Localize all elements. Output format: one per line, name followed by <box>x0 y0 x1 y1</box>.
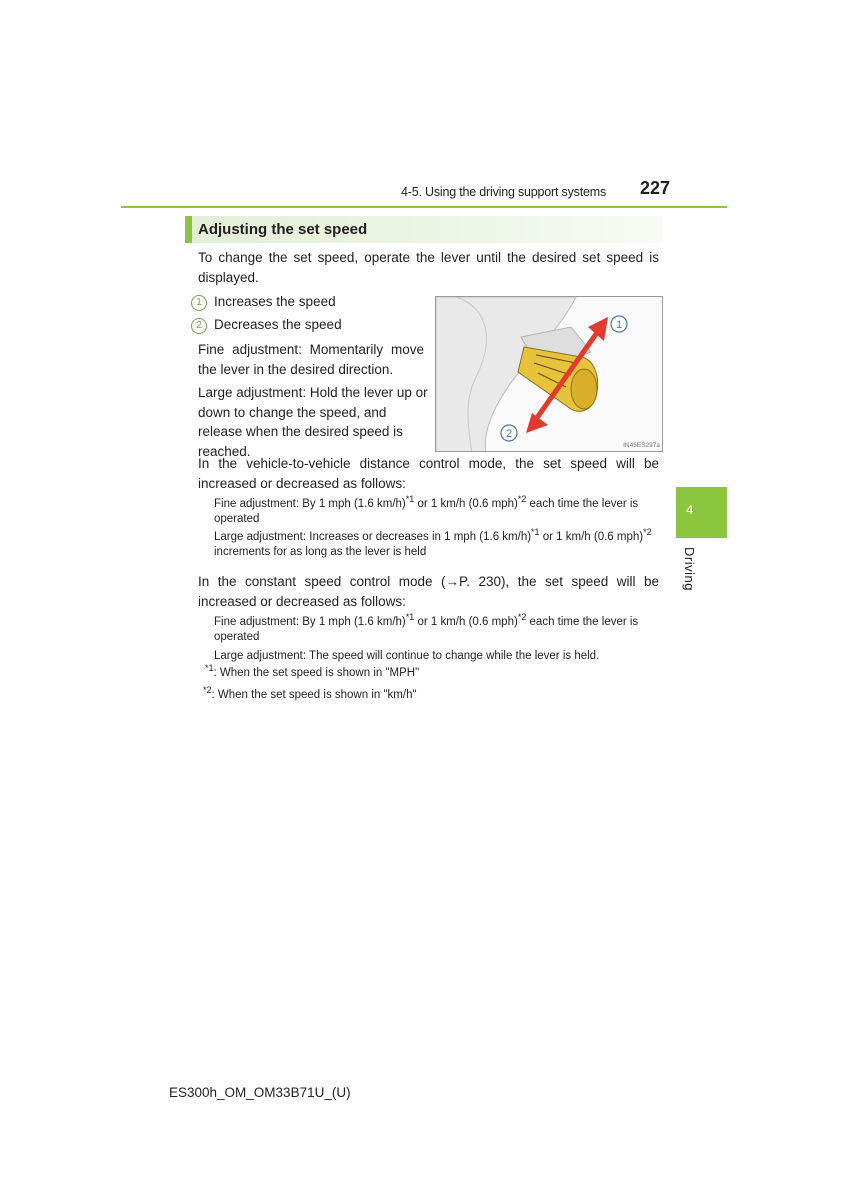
vehicle-large-text-a: Large adjustment: Increases or decreases in 1 mph (1.6 km/h) <box>214 531 532 543</box>
constant-fine-adjustment <box>214 612 660 645</box>
intro-paragraph: To change the set speed, operate the lever until the desired set speed is displayed. <box>198 250 659 285</box>
footer-document-code: ES300h_OM_OM33B71U_(U) <box>169 1085 351 1100</box>
footnote-mark-1: *1 <box>531 527 540 538</box>
footnote-1-text: : When the set speed is shown in "MPH" <box>213 667 420 679</box>
vehicle-fine-text-b: or 1 km/h (0.6 mph) <box>414 498 518 510</box>
vehicle-large-text-b: or 1 km/h (0.6 mph) <box>539 531 644 543</box>
chapter-tab <box>676 487 727 538</box>
header-title: 4-5. Using the driving support systems <box>401 185 606 199</box>
item-1-label: Increases the speed <box>214 294 336 309</box>
footnote-mark-2: *2 <box>517 494 527 505</box>
constant-fine-text-b: or 1 km/h (0.6 mph) <box>414 616 518 628</box>
footnote-2-mark: *2 <box>203 685 212 696</box>
footnote-2-text: : When the set speed is shown in "km/h" <box>211 689 417 701</box>
figure-code: IN45ES297a <box>623 442 660 449</box>
chapter-tab-number: 4 <box>686 502 694 517</box>
lever-drawing <box>436 297 663 452</box>
section-heading-text: Adjusting the set speed <box>198 221 368 238</box>
vehicle-fine-text-c: each time the lever is operated <box>214 498 639 525</box>
footnote-mark-1: *1 <box>405 612 415 623</box>
footnote-mark-2: *2 <box>643 527 652 538</box>
callout-2-number: 2 <box>505 428 513 440</box>
vehicle-mode-intro: In the vehicle-to-vehicle distance control mode, the set speed will be increased or decreased as follows: <box>198 456 659 491</box>
lever-tip <box>571 369 597 409</box>
vehicle-large-text-c: increments for as long as the lever is held <box>214 546 427 558</box>
footnote-2 <box>203 685 417 703</box>
header-rule <box>121 206 727 208</box>
constant-mode-intro: In the constant speed control mode (→P. 230), the set speed will be increased or decreased as follows: <box>198 574 659 609</box>
footnote-1-mark: *1 <box>205 663 214 674</box>
item-1-number: 1 <box>191 295 207 311</box>
item-2-label: Decreases the speed <box>214 317 342 332</box>
lever-illustration <box>435 296 663 452</box>
callout-1-number: 1 <box>615 319 623 331</box>
chapter-tab-label: Driving <box>682 547 697 591</box>
section-heading <box>185 216 662 243</box>
page-number: 227 <box>639 178 670 198</box>
footnote-mark-2: *2 <box>517 612 527 623</box>
vehicle-fine-text-a: Fine adjustment: By 1 mph (1.6 km/h) <box>214 498 406 510</box>
constant-fine-text-c: each time the lever is operated <box>214 616 639 643</box>
item-2-number: 2 <box>191 318 207 334</box>
vehicle-large-adjustment <box>214 527 660 560</box>
constant-fine-text-a: Fine adjustment: By 1 mph (1.6 km/h) <box>214 616 406 628</box>
constant-large-adjustment: Large adjustment: The speed will continue to change while the lever is held. <box>214 650 600 662</box>
fine-adjustment-text: Fine adjustment: Momentarily move the lever in the desired direction. <box>198 342 424 377</box>
vehicle-fine-adjustment <box>214 494 660 527</box>
footnote-mark-1: *1 <box>405 494 415 505</box>
footnote-1 <box>205 663 420 681</box>
large-adjustment-text: Large adjustment: Hold the lever up or down to change the speed, and release when the desired speed is reached. <box>198 385 428 459</box>
